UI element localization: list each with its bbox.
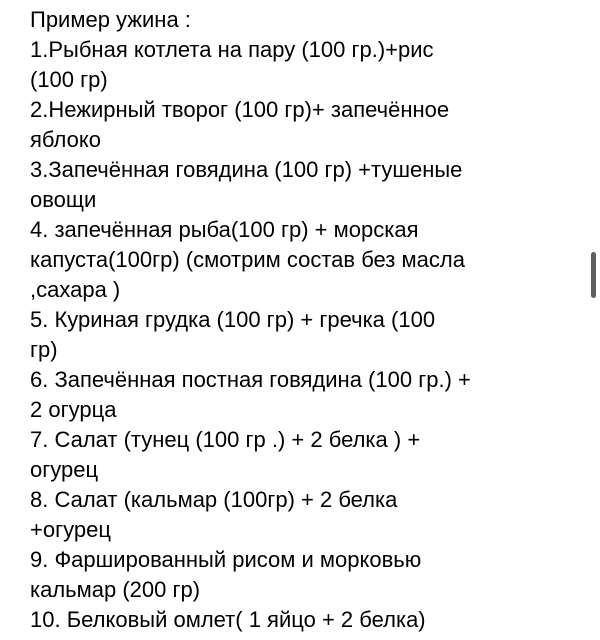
note-line: 8. Салат (кальмар (100гр) + 2 белка [30,487,398,512]
vertical-scrollbar[interactable] [591,252,596,298]
note-line: яблоко [30,127,101,152]
note-body[interactable] [30,5,578,635]
note-line: кальмар (200 гр) [30,577,201,602]
note-line: 9. Фаршированный рисом и морковью [30,547,422,572]
note-line: овощи [30,187,97,212]
note-line: ,сахара ) [30,277,121,302]
note-line: 7. Салат (тунец (100 гр .) + 2 белка ) + [30,427,421,452]
note-line: 4. запечённая рыба(100 гр) + морская [30,217,419,242]
note-line: 10. Белковый омлет( 1 яйцо + 2 белка) [30,607,426,632]
note-line: 6. Запечённая постная говядина (100 гр.) + [30,367,471,392]
note-line: огурец [30,457,99,482]
note-line: 2 огурца [30,397,117,422]
note-line: (100 гр) [30,67,108,92]
note-line: 1.Рыбная котлета на пару (100 гр.)+рис [30,37,434,62]
note-line: +огурец [30,517,111,542]
note-line: 3.Запечённая говядина (100 гр) +тушеные [30,157,463,182]
note-line: 2.Нежирный творог (100 гр)+ запечённое [30,97,450,122]
note-line: 5. Куриная грудка (100 гр) + гречка (100 [30,307,436,332]
note-title: Пример ужина : [30,7,191,32]
note-line: капуста(100гр) (смотрим состав без масла [30,247,465,272]
note-line: гр) [30,337,58,362]
